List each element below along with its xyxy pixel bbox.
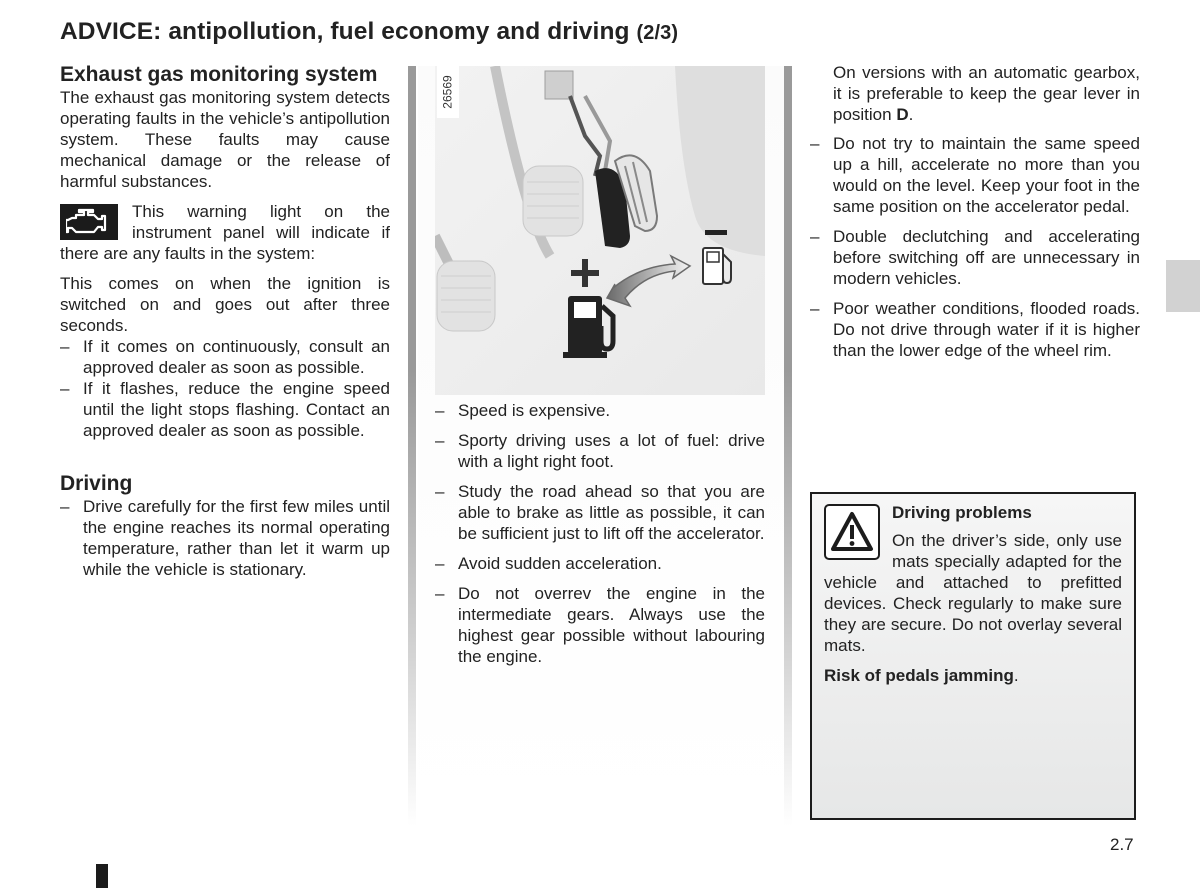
exhaust-intro: The exhaust gas monitoring system detects operating faults in the vehicle’s antipollution system. These faults may cause mechanical damage or the release of harmful substances.: [60, 88, 390, 191]
list-item: – If it comes on continuously, consult an approved dealer as soon as possible.: [60, 336, 390, 378]
warning-title: Driving problems: [892, 503, 1032, 522]
column-divider-left: [408, 66, 416, 826]
driving-tips-list: [810, 133, 1140, 361]
page-part-indicator: (2/3): [636, 22, 679, 44]
list-item: – Poor weather conditions, flooded roads. Do not drive through water if it is higher than the lower edge of the wheel rim.: [810, 298, 1140, 361]
economy-bullet-list: [435, 400, 765, 667]
warning-light-text: This warning light on the instrument panel will indicate if there are any faults in the system:: [60, 202, 390, 263]
list-item: – Double declutching and accelerating before switching off are unnecessary in modern vehicles.: [810, 226, 1140, 289]
figure-number: 26569: [437, 66, 459, 118]
exhaust-bullet-list: [60, 336, 390, 441]
list-item: – Speed is expensive.: [435, 400, 765, 421]
list-item: – Avoid sudden acceleration.: [435, 553, 765, 574]
minus-icon: [705, 230, 727, 235]
chapter-tab: [1166, 260, 1200, 312]
warning-body: On the driver’s side, only use mats specially adapted for the vehicle and attached to prefitted devices. Check regularly to make sure they are secure. Do not overlay several mats.: [824, 531, 1122, 655]
column-middle: [435, 400, 765, 676]
list-item: – Do not overrev the engine in the intermediate gears. Always use the highest gear possible without labouring the engine.: [435, 583, 765, 667]
column-divider-right: [784, 66, 792, 826]
list-item: – Sporty driving uses a lot of fuel: drive with a light right foot.: [435, 430, 765, 472]
warning-box-driving-problems: [810, 492, 1136, 820]
warning-light-row: [60, 201, 390, 264]
column-right: [810, 62, 1140, 370]
automatic-gearbox-text: On versions with an automatic gearbox, it is preferable to keep the gear lever in position D.: [833, 63, 1140, 124]
warning-risk: Risk of pedals jamming.: [824, 666, 1019, 685]
brake-pedal: [523, 166, 583, 236]
page-title-text: ADVICE: antipollution, fuel economy and driving: [60, 18, 630, 45]
pedals-illustration: [435, 66, 765, 395]
page-title: [60, 18, 678, 46]
list-item: – Drive carefully for the first few miles until the engine reaches its normal operating temperature, rather than let it warm up while the vehicle is stationary.: [60, 496, 390, 580]
exhaust-heading: Exhaust gas monitoring system: [60, 63, 378, 86]
warning-triangle-icon: [824, 504, 880, 560]
driving-bullet-list: [60, 496, 390, 580]
clutch-pedal: [437, 261, 495, 331]
list-item: – Do not try to maintain the same speed up a hill, accelerate no more than you would on the level. Keep your foot in the same position on the accelerator pedal.: [810, 133, 1140, 217]
gear-position-d: D: [896, 105, 909, 124]
engine-warning-light-icon: [60, 204, 118, 240]
page-number: 2.7: [1110, 835, 1134, 854]
driving-heading: Driving: [60, 472, 133, 495]
column-left: [60, 62, 390, 580]
crop-mark: [96, 864, 108, 888]
ignition-text: This comes on when the ignition is switched on and goes out after three seconds.: [60, 274, 390, 335]
pedal-bracket: [545, 71, 573, 99]
list-item: – Study the road ahead so that you are able to brake as little as possible, it can be sufficient just to lift off the accelerator.: [435, 481, 765, 544]
list-item: – If it flashes, reduce the engine speed until the light stops flashing. Contact an approved dealer as soon as possible.: [60, 378, 390, 441]
